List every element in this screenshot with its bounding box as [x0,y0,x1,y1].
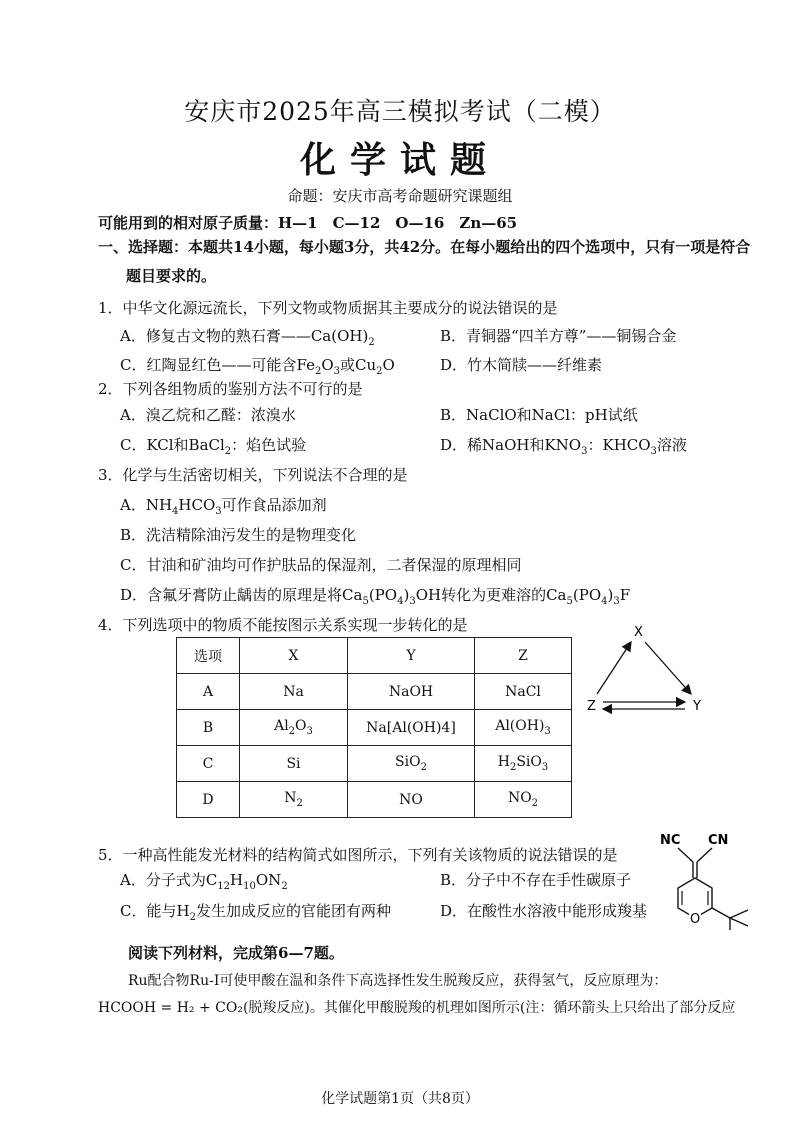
q2-stem: 2．下列各组物质的鉴别方法不可行的是 [98,380,363,398]
author-line: 命题：安庆市高考命题研究课题组 [287,187,513,205]
table-cell: $H_2SiO_3$ [475,746,572,782]
table-cell: A [177,674,240,710]
table-cell: Na [240,674,348,710]
table-cell: D [177,782,240,818]
section-heading-line1: 一、选择题：本题共14小题，每小题3分，共42分。在每小题给出的四个选项中，只有一项是符合 [98,238,751,256]
atomic-mass-line: 可能用到的相对原子质量：H—1 C—12 O—16 Zn—65 [98,214,518,232]
q3-option-c: C．甘油和矿油均可作护肤品的保湿剂，二者保湿的原理相同 [120,556,522,574]
table-cell: $NO_2$ [475,782,572,818]
table-cell: C [177,746,240,782]
q5-option-c: C．能与$H_2$发生加成反应的官能团有两种 [120,902,391,923]
reading-title: 阅读下列材料，完成第6—7题。 [128,944,344,962]
arrow-z-to-x [597,642,631,694]
struct-bond [730,910,748,918]
exam-title: 安庆市2025年高三模拟考试（二模） [184,97,616,126]
subject-title: 化学试题 [299,139,500,181]
table-row [177,674,572,710]
q2-option-c: C．KCl和BaCl$_2$：焰色试验 [120,436,307,457]
struct-label-nc: NC [660,833,681,848]
struct-label-o: O [690,912,701,927]
table-cell: $Al(OH)_3$ [475,710,572,746]
q3-option-d: D．含氟牙膏防止龋齿的原理是将$Ca_5(PO_4)_3OH$转化为更难溶的$Ca_5(PO_4)_3F$ [120,586,631,607]
q2-option-b: B．NaClO和NaCl：pH试纸 [440,406,638,424]
q1-option-d: D．竹木简牍——纤维素 [440,356,603,374]
q3-stem: 3．化学与生活密切相关，下列说法不合理的是 [98,466,408,484]
structural-formula [650,822,770,932]
struct-bond [697,848,712,862]
table-header-cell: X [240,638,348,674]
struct-bond [712,908,730,918]
q5-stem: 5．一种高性能发光材料的结构简式如图所示，下列有关该物质的说法错误的是 [98,846,618,864]
table-cell: Si [240,746,348,782]
xyz-diagram [575,622,725,722]
q2-option-a: A．溴乙烷和乙醛：浓溴水 [120,406,296,424]
table-cell: NaCl [475,674,572,710]
table-row [177,782,572,818]
table-header-cell: 选项 [177,638,240,674]
table-header-row [177,638,572,674]
q2-option-d: D．稀NaOH和$KNO_3$：$KHCO_3$溶液 [440,436,687,457]
table-header-cell: Z [475,638,572,674]
arrow-x-to-y [645,642,691,694]
table-cell: $N_2$ [240,782,348,818]
q5-option-d: D．在酸性水溶液中能形成羧基 [440,902,648,920]
diagram-label-x: X [634,625,643,640]
table-cell: SiO$_2$ [348,746,475,782]
table-cell: B [177,710,240,746]
q5-option-a: A．分子式为$C_{12}H_{10}ON_2$ [120,871,288,892]
q4-table [176,637,572,818]
q3-option-b: B．洗洁精除油污发生的是物理变化 [120,526,357,544]
q3-option-a: A．$NH_4HCO_3$可作食品添加剂 [120,496,327,517]
table-row [177,746,572,782]
q4-stem: 4．下列选项中的物质不能按图示关系实现一步转化的是 [98,616,468,634]
table-cell: NaOH [348,674,475,710]
q1-option-c: C．红陶显红色——可能含$Fe_2O_3$或$Cu_2O$ [120,356,395,377]
struct-bond [730,918,748,926]
q5-option-b: B．分子中不存在手性碳原子 [440,871,632,889]
struct-label-cn: CN [708,833,729,848]
table-cell: Na[Al(OH)4] [348,710,475,746]
table-cell: $Al_2O_3$ [240,710,348,746]
diagram-label-y: Y [693,699,701,714]
q1-option-a: A．修复古文物的熟石膏$——Ca(OH)_2$ [120,327,375,348]
page-footer: 化学试题第1页（共8页） [321,1091,479,1107]
diagram-label-z: Z [587,699,596,714]
section-heading-line2: 题目要求的。 [126,267,217,285]
table-header-cell: Y [348,638,475,674]
reading-line1: Ru配合物Ru-I可使甲酸在温和条件下高选择性发生脱羧反应，获得氢气，反应原理为： [128,973,668,989]
table-row [177,710,572,746]
struct-bond [678,848,693,862]
table-cell: NO [348,782,475,818]
q1-option-b: B．青铜器“四羊方尊”——铜锡合金 [440,327,677,345]
reading-line2: HCOOH = H₂ + CO₂(脱羧反应)。其催化甲酸脱羧的机理如图所示(注：循环箭头上只给出了部分反应 [98,1000,736,1016]
q1-stem: 1．中华文化源远流长，下列文物或物质据其主要成分的说法错误的是 [98,299,558,317]
